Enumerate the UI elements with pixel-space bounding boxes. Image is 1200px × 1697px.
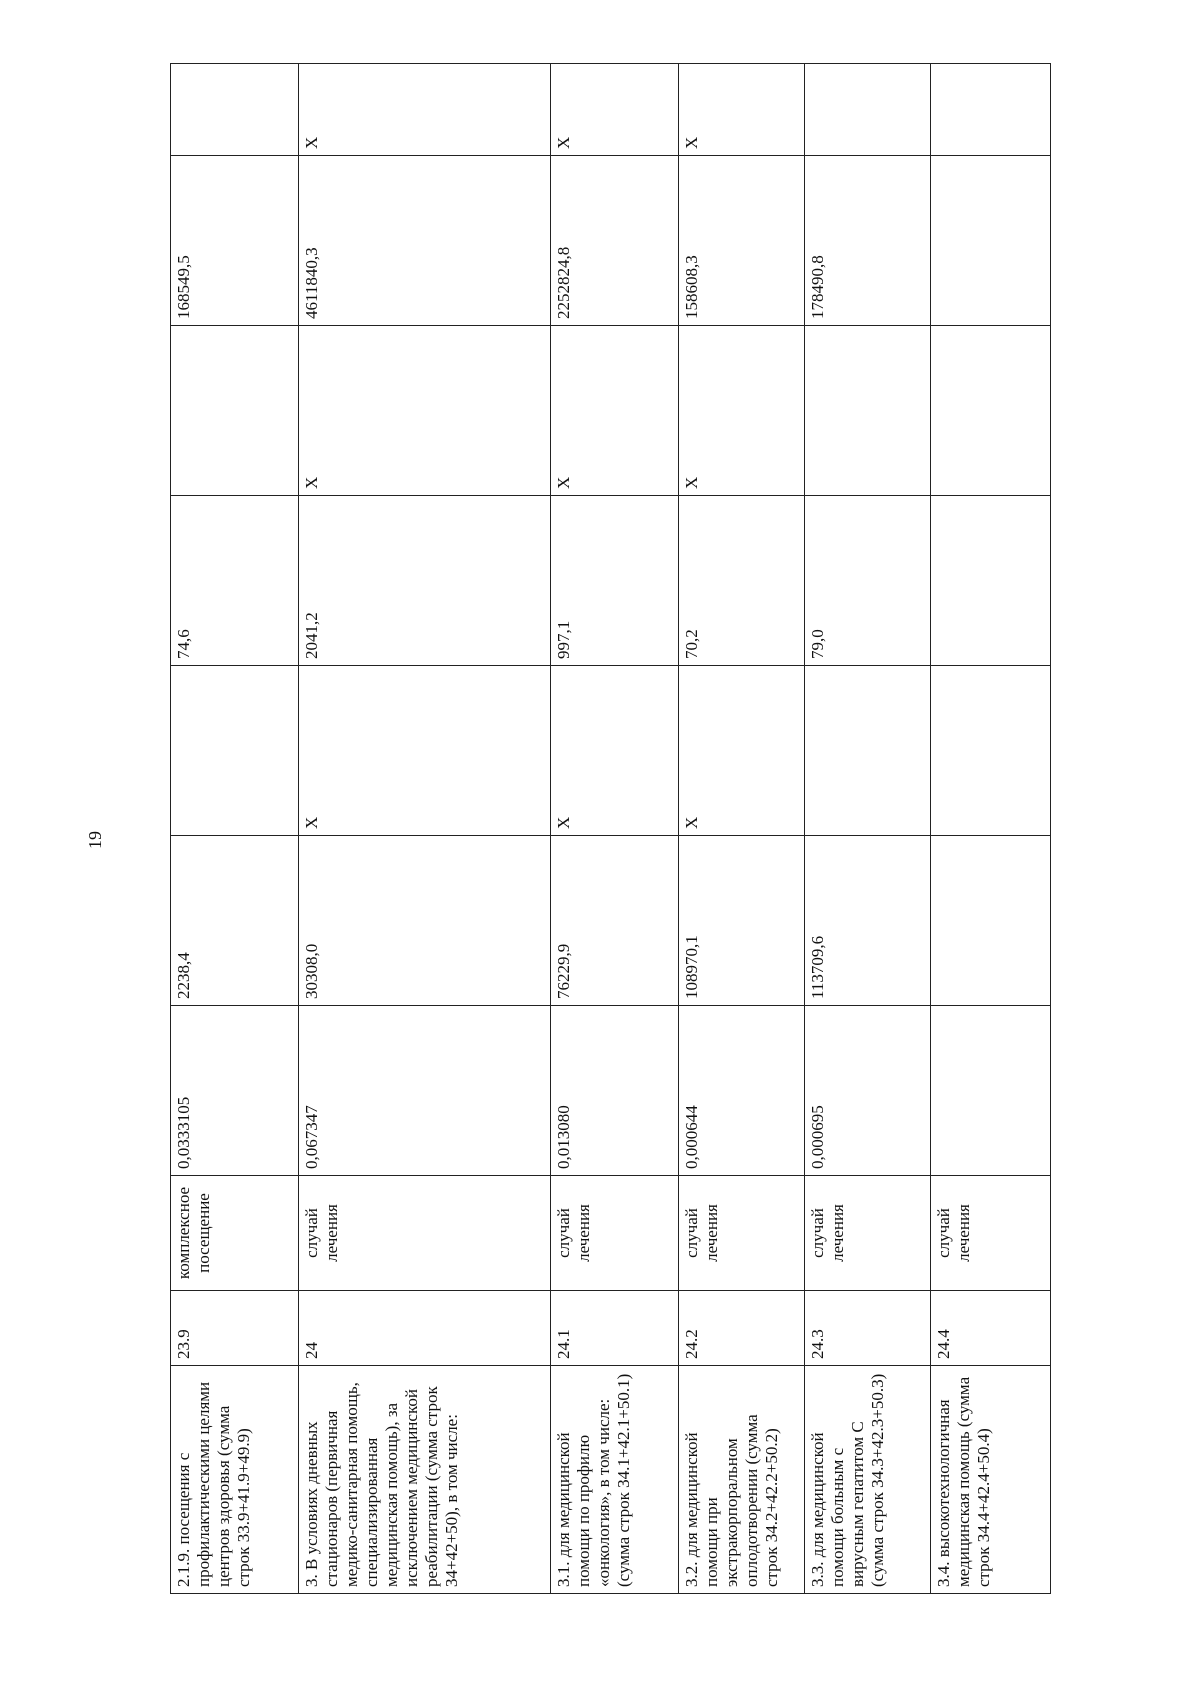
table-row [299,64,551,1594]
row-number-cell: 24.1 [551,1291,679,1366]
value-cell-3 [171,666,299,836]
value-cell-1 [931,1006,1051,1176]
value-cell-4: 70,2 [679,496,805,666]
row-name: 3.3. для медицинской помощи больным с вирусным гепатитом С (сумма строк 34.3+42.3+50.3) [808,1373,887,1587]
value-cell-6: 168549,5 [171,156,299,326]
row-number-cell: 24.3 [805,1291,931,1366]
value-cell-1: 0,000695 [805,1006,931,1176]
value-cell-5 [931,326,1051,496]
row-name: 3.1. для медицинской помощи по профилю «онкология», в том числе: (сумма строк 34.1+42.1+50.1) [554,1373,633,1587]
table-row [805,64,931,1594]
value-cell-3 [805,666,931,836]
value-cell-4 [931,496,1051,666]
data-table [170,63,1051,1594]
value-cell-2 [931,836,1051,1006]
value-cell-2: 2238,4 [171,836,299,1006]
value-cell-3: X [299,666,551,836]
value-cell-7: X [679,64,805,156]
page-number: 19 [85,831,105,849]
value-cell-5 [805,326,931,496]
row-name: 3. В условиях дневных стационаров (первичная медико-санитарная помощь, специализированная медицинская помощь), за исключением медицинской реабилитации (сумма строк 34+42+50), в том числе: [302,1382,461,1587]
value-cell-6: 2252824,8 [551,156,679,326]
row-name-cell [299,1366,551,1594]
row-number-cell: 24.2 [679,1291,805,1366]
value-cell-5 [171,326,299,496]
value-cell-4: 79,0 [805,496,931,666]
table-row [931,64,1051,1594]
value-cell-2: 113709,6 [805,836,931,1006]
table-row [171,64,299,1594]
value-cell-6: 158608,3 [679,156,805,326]
table-row [551,64,679,1594]
value-cell-1: 0,000644 [679,1006,805,1176]
value-cell-3 [931,666,1051,836]
value-cell-3: X [679,666,805,836]
value-cell-1: 0,067347 [299,1006,551,1176]
unit-cell: случай лечения [299,1176,551,1291]
row-name-cell [551,1366,679,1594]
unit-cell: случай лечения [931,1176,1051,1291]
value-cell-3: X [551,666,679,836]
unit-cell: случай лечения [679,1176,805,1291]
value-cell-7: X [299,64,551,156]
value-cell-5: X [551,326,679,496]
value-cell-1: 0,0333105 [171,1006,299,1176]
value-cell-5: X [679,326,805,496]
row-number-cell: 24 [299,1291,551,1366]
value-cell-7 [805,64,931,156]
value-cell-6: 4611840,3 [299,156,551,326]
row-name-cell [931,1366,1051,1594]
row-number-cell: 23.9 [171,1291,299,1366]
row-name-cell [171,1366,299,1594]
table-row [679,64,805,1594]
table-container [170,64,1050,1594]
row-name: 3.4. высокотехнологичная медицинская помощь (сумма строк 34.4+42.4+50.4) [934,1376,993,1587]
row-number-cell: 24.4 [931,1291,1051,1366]
value-cell-2: 76229,9 [551,836,679,1006]
row-name: 2.1.9. посещения с профилактическими целями центров здоровья (сумма строк 33.9+41.9+49.9) [174,1381,253,1587]
page-number-area [85,820,105,860]
value-cell-6: 178490,8 [805,156,931,326]
unit-cell: случай лечения [805,1176,931,1291]
value-cell-5: X [299,326,551,496]
row-name-cell [679,1366,805,1594]
value-cell-7: X [551,64,679,156]
value-cell-7 [171,64,299,156]
value-cell-1: 0,013080 [551,1006,679,1176]
row-name: 3.2. для медицинской помощи при экстракорпоральном оплодотворении (сумма строк 34.2+42.2+50.2) [682,1414,781,1587]
row-name-cell [805,1366,931,1594]
unit-cell: комплексное посещение [171,1176,299,1291]
value-cell-4: 74,6 [171,496,299,666]
unit-cell: случай лечения [551,1176,679,1291]
value-cell-2: 108970,1 [679,836,805,1006]
value-cell-7 [931,64,1051,156]
value-cell-4: 997,1 [551,496,679,666]
value-cell-2: 30308,0 [299,836,551,1006]
value-cell-4: 2041,2 [299,496,551,666]
value-cell-6 [931,156,1051,326]
